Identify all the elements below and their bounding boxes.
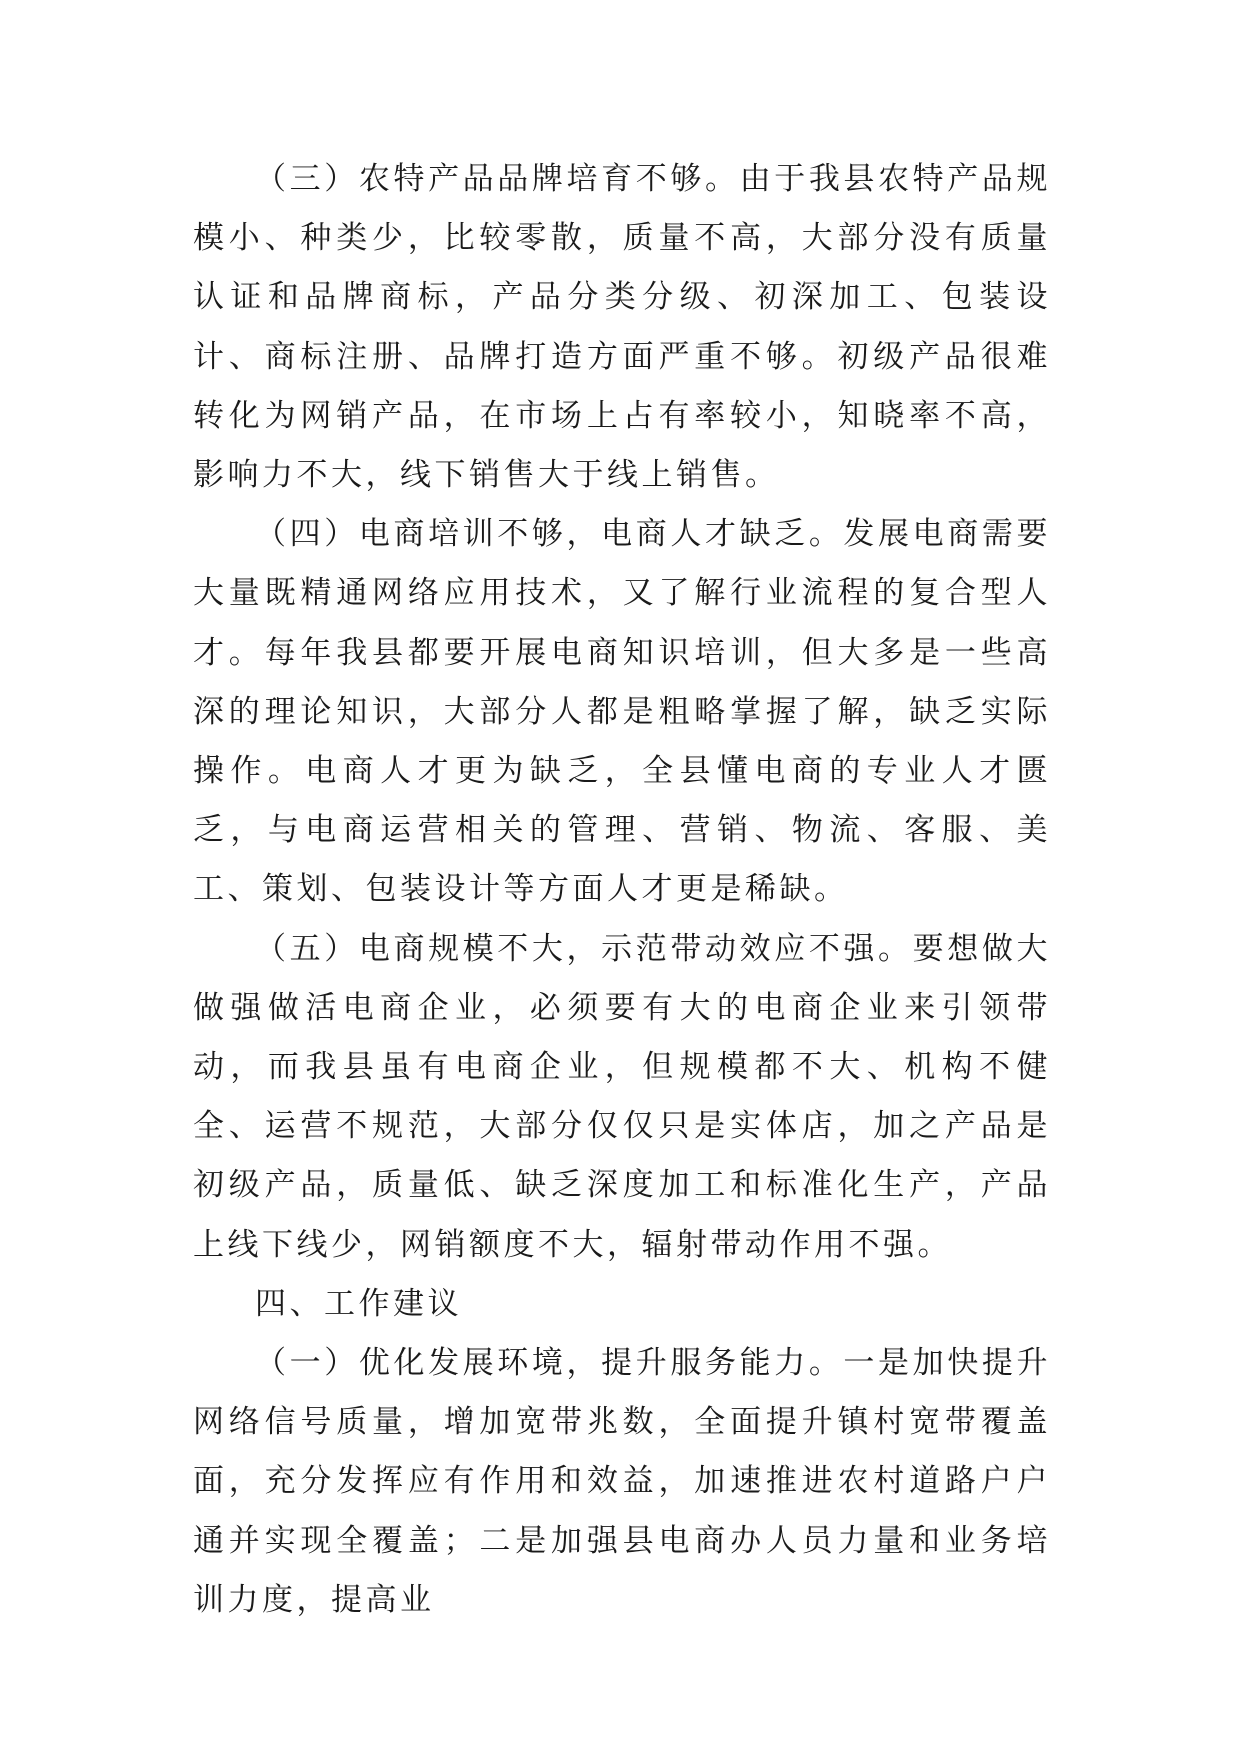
paragraph-brand-cultivation: （三）农特产品品牌培育不够。由于我县农特产品规模小、种类少，比较零散，质量不高，大部分没有质量认证和品牌商标，产品分类分级、初深加工、包装设计、商标注册、品牌打造方面严重不够。初级产品很难转化为网销产品，在市场上占有率较小，知晓率不高，影响力不大，线下销售大于线上销售。 [193,161,1051,494]
section-heading-work-suggestions: 四、工作建议 [255,1285,462,1322]
paragraph-optimize-environment: （一）优化发展环境，提升服务能力。一是加快提升网络信号质量，增加宽带兆数，全面提升镇村宽带覆盖面，充分发挥应有作用和效益，加速推进农村道路户户通并实现全覆盖；二是加强县电商办人员力量和业务培训力度，提高业 [193,1345,1051,1618]
paragraph-ecommerce-scale: （五）电商规模不大，示范带动效应不强。要想做大做强做活电商企业，必须要有大的电商企业来引领带动，而我县虽有电商企业，但规模都不大、机构不健全、运营不规范，大部分仅仅只是实体店，加之产品是初级产品，质量低、缺乏深度加工和标准化生产，产品上线下线少，网销额度不大，辐射带动作用不强。 [193,930,1051,1263]
paragraph-ecommerce-training: （四）电商培训不够，电商人才缺乏。发展电商需要大量既精通网络应用技术，又了解行业流程的复合型人才。每年我县都要开展电商知识培训，但大多是一些高深的理论知识，大部分人都是粗略掌握了解，缺乏实际操作。电商人才更为缺乏，全县懂电商的专业人才匮乏，与电商运营相关的管理、营销、物流、客服、美工、策划、包装设计等方面人才更是稀缺。 [193,516,1051,908]
